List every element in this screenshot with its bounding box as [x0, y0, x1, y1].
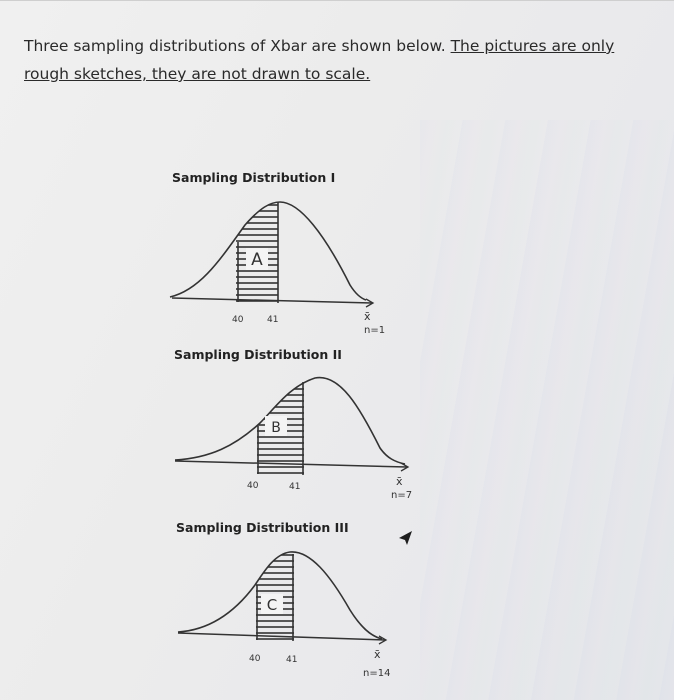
- tick-label-40: 40: [232, 315, 244, 325]
- region-label: B: [271, 420, 281, 436]
- screen-glare: [420, 120, 674, 700]
- intro-note-underlined: The pictures are only rough sketches, they are not drawn to scale.: [24, 37, 615, 83]
- shaded-region-c: [256, 540, 294, 641]
- distribution-1-title: Sampling Distribution I: [172, 170, 336, 185]
- top-divider: [0, 0, 674, 1]
- sample-size-label: n=14: [363, 668, 391, 679]
- tick-label-41: 41: [286, 655, 298, 665]
- mouse-pointer-icon: [398, 530, 414, 552]
- sample-size-label: n=7: [391, 490, 413, 501]
- shaded-region-a: [236, 190, 278, 303]
- axis-label-xbar: x̄: [396, 475, 403, 488]
- distribution-3-sketch: [170, 540, 420, 690]
- tick-label-40: 40: [249, 654, 261, 664]
- distribution-1-sketch: [160, 190, 390, 340]
- tick-label-40: 40: [247, 481, 259, 491]
- distribution-2-title: Sampling Distribution II: [174, 347, 342, 362]
- axis-label-xbar: x̄: [374, 648, 381, 661]
- tick-label-41: 41: [289, 482, 301, 492]
- axis-label-xbar: x̄: [364, 310, 371, 323]
- region-label: A: [251, 250, 263, 270]
- sample-size-label: n=1: [364, 325, 386, 336]
- intro-sentence: Three sampling distributions of Xbar are shown below.: [24, 37, 451, 55]
- distribution-3-title: Sampling Distribution III: [176, 520, 349, 535]
- distribution-2-sketch: [165, 368, 425, 508]
- tick-label-41: 41: [267, 315, 279, 325]
- region-label: C: [266, 596, 278, 614]
- intro-paragraph: [24, 32, 664, 88]
